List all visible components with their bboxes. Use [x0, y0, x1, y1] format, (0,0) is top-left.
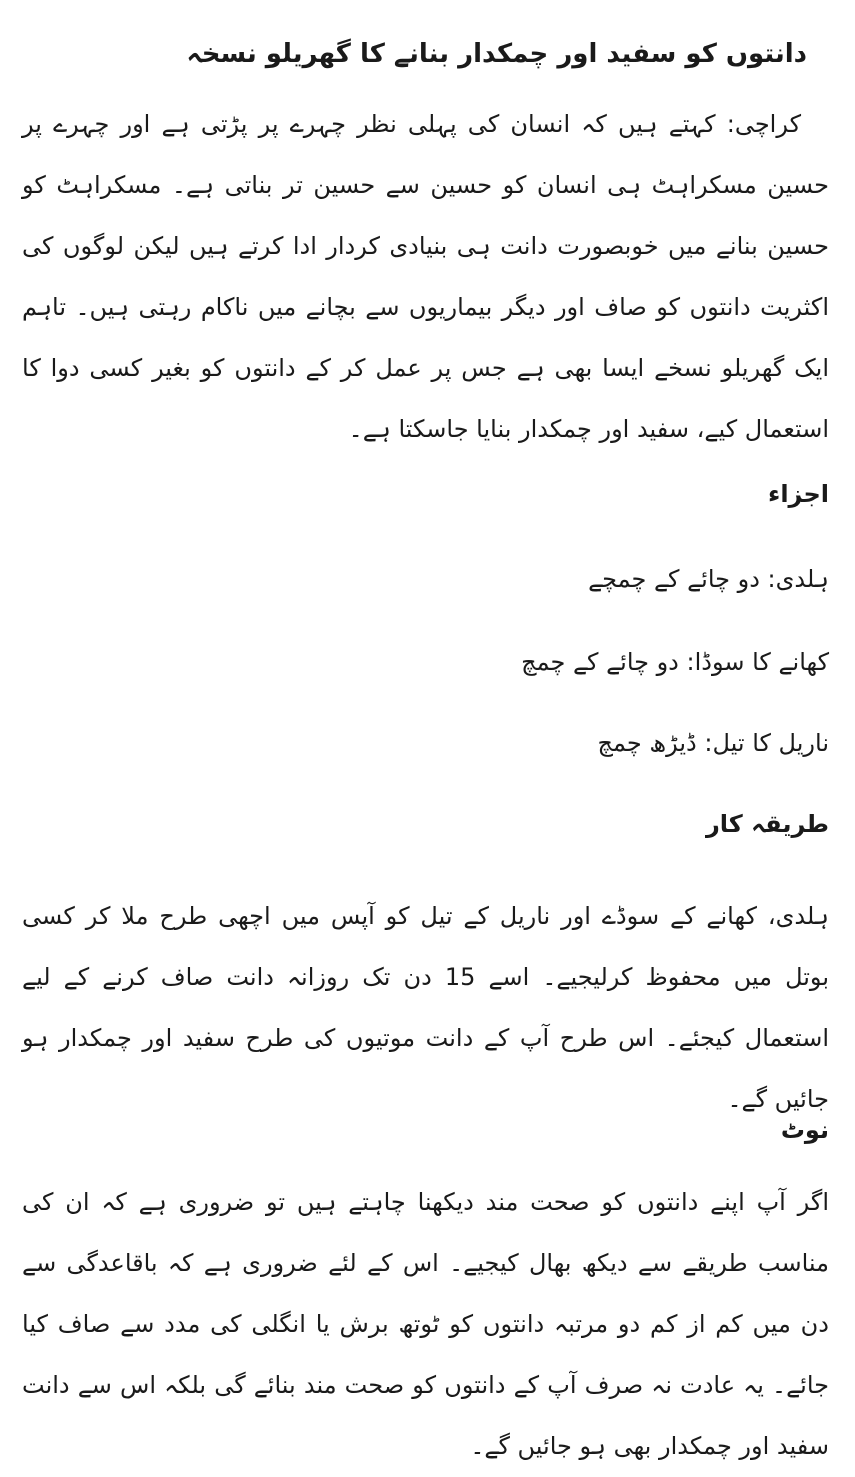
ingredient-baking-soda: کھانے کا سوڈا: دو چائے کے چمچ [521, 648, 829, 676]
ingredient-coconut-oil: ناریل کا تیل: ڈیڑھ چمچ [597, 729, 829, 757]
method-paragraph: ہلدی، کھانے کے سوڈے اور ناریل کے تیل کو آپس میں اچھی طرح ملا کر کسی بوتل میں محفوظ کرلیجیے۔ اسے 15 دن تک روزانہ دانت صاف کرنے کے لیے استعمال کیجئے۔ اس طرح آپ کے دانت موتیوں کی طرح سفید اور چمکدار ہو جائیں گے۔ [22, 902, 830, 1113]
article-title: دانتوں کو سفید اور چمکدار بنانے کا گھریلو نسخہ [186, 39, 807, 69]
ingredients-heading: اجزاء [768, 480, 829, 508]
note-paragraph: اگر آپ اپنے دانتوں کو صحت مند دیکھنا چاہتے ہیں تو ضروری ہے کہ ان کی مناسب طریقے سے دیکھ بھال کیجیے۔ اس کے لئے ضروری ہے کہ باقاعدگی سے دن میں کم از کم دو مرتبہ دانتوں کو ٹوتھ برش یا انگلی کی مدد سے صاف کیا جائے۔ یہ عادت نہ صرف آپ کے دانتوں کو صحت مند بنائے گی بلکہ اس سے دانت سفید اور چمکدار بھی ہو جائیں گے۔ [22, 1188, 829, 1460]
ingredient-turmeric: ہلدی: دو چائے کے چمچے [588, 565, 829, 593]
intro-paragraph: کراچی: کہتے ہیں کہ انسان کی پہلی نظر چہرے پر پڑتی ہے اور چہرے پر حسین مسکراہٹ ہی انسان کو حسین سے حسین تر بناتی ہے۔ مسکراہٹ کو حسین بنانے میں خوبصورت دانت ہی بنیادی کردار ادا کرتے ہیں لیکن لوگوں کی اکثریت دانتوں کو صاف اور دیگر بیماریوں سے بچانے میں ناکام رہتی ہیں۔ تاہم ایک گھریلو نسخے ایسا بھی ہے جس پر عمل کر کے دانتوں کو بغیر کسی دوا کا استعمال کیے، سفید اور چمکدار بنایا جاسکتا ہے۔ [22, 110, 829, 443]
method-heading: طریقہ کار [705, 810, 829, 838]
note-heading: نوٹ [780, 1116, 829, 1144]
